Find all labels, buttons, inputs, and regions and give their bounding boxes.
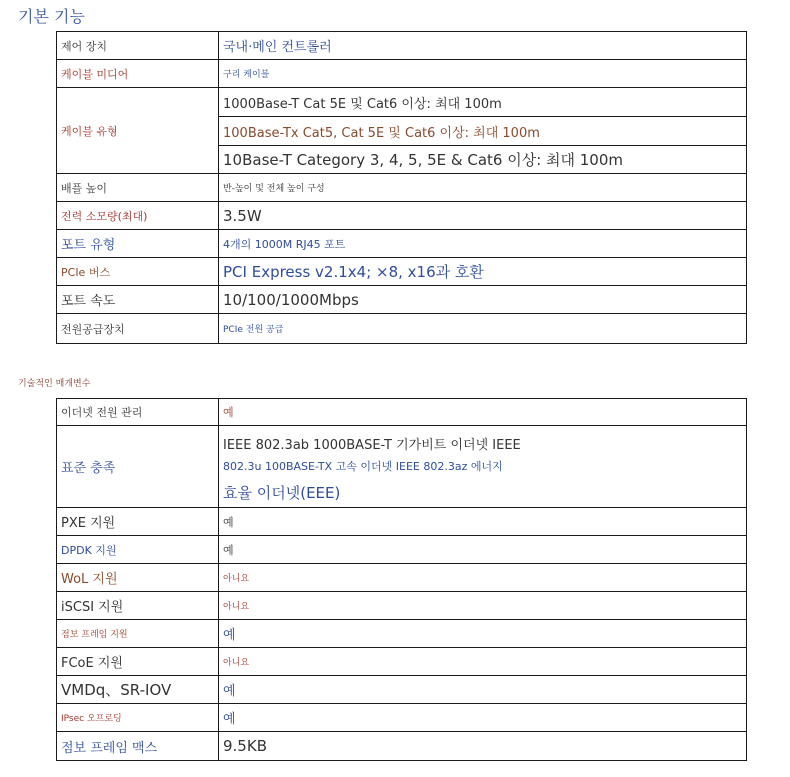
technical-params-table xyxy=(56,398,747,761)
label-jumbo: 점보 프레임 지원 xyxy=(57,620,219,648)
label-power: 전력 소모량(최대) xyxy=(57,202,219,230)
value-control-device: 국내·메인 컨트롤러 xyxy=(219,32,747,60)
label-port-type: 포트 유형 xyxy=(57,230,219,258)
value-power: 3.5W xyxy=(219,202,747,230)
label-pcie-bus: PCIe 버스 xyxy=(57,258,219,286)
label-dpdk: DPDK 지원 xyxy=(57,536,219,564)
value-poe: 예 xyxy=(219,399,747,426)
label-pxe: PXE 지원 xyxy=(57,508,219,536)
label-fcoe: FCoE 지원 xyxy=(57,648,219,676)
label-port-speed: 포트 속도 xyxy=(57,286,219,314)
label-power-supply: 전원공급장치 xyxy=(57,314,219,344)
section-title-basic: 기본 기능 xyxy=(18,7,85,26)
standards-line-3: 효율 이더넷(EEE) xyxy=(223,484,341,502)
basic-features-table xyxy=(56,31,747,344)
value-cable-type-3: 10Base-T Category 3, 4, 5, 5E & Cat6 이상: 최대 100m xyxy=(219,146,747,174)
label-ipsec: IPsec 오프로딩 xyxy=(57,704,219,732)
value-fcoe: 아니요 xyxy=(219,648,747,676)
value-pcie-bus: PCI Express v2.1x4; ×8, x16과 호환 xyxy=(219,258,747,286)
label-cable-media: 케이블 미디어 xyxy=(57,60,219,88)
standards-line-2: 802.3u 100BASE-TX 고속 이더넷 IEEE 802.3az 에너지 xyxy=(223,460,503,473)
value-cable-media: 구리 케이블 xyxy=(219,60,747,88)
value-cable-type-2: 100Base-Tx Cat5, Cat 5E 및 Cat6 이상: 최대 100m xyxy=(219,117,747,146)
value-dpdk: 예 xyxy=(219,536,747,564)
value-jumbo-max: 9.5KB xyxy=(219,732,747,761)
value-pxe: 예 xyxy=(219,508,747,536)
label-jumbo-max: 점보 프레임 맥스 xyxy=(57,732,219,761)
label-cable-type: 케이블 유형 xyxy=(57,88,219,174)
value-cable-type-1: 1000Base-T Cat 5E 및 Cat6 이상: 최대 100m xyxy=(219,88,747,117)
section-title-technical: 기술적인 매개변수 xyxy=(18,379,91,389)
standards-line-1: IEEE 802.3ab 1000BASE-T 기가비트 이더넷 IEEE xyxy=(223,438,521,453)
value-port-speed: 10/100/1000Mbps xyxy=(219,286,747,314)
label-control-device: 제어 장치 xyxy=(57,32,219,60)
value-port-type: 4개의 1000M RJ45 포트 xyxy=(219,230,747,258)
value-power-supply: PCIe 전원 공급 xyxy=(219,314,747,344)
label-poe: 이더넷 전원 관리 xyxy=(57,399,219,426)
label-wol: WoL 지원 xyxy=(57,564,219,592)
value-jumbo: 예 xyxy=(219,620,747,648)
label-iscsi: iSCSI 지원 xyxy=(57,592,219,620)
value-vmdq: 예 xyxy=(219,676,747,704)
label-standards: 표준 충족 xyxy=(57,426,219,508)
value-iscsi: 아니요 xyxy=(219,592,747,620)
value-bracket-height: 반-높이 및 전체 높이 구성 xyxy=(219,174,747,202)
label-bracket-height: 배플 높이 xyxy=(57,174,219,202)
value-wol: 아니요 xyxy=(219,564,747,592)
value-standards xyxy=(219,426,747,508)
value-ipsec: 예 xyxy=(219,704,747,732)
label-vmdq: VMDq、SR-IOV xyxy=(57,676,219,704)
